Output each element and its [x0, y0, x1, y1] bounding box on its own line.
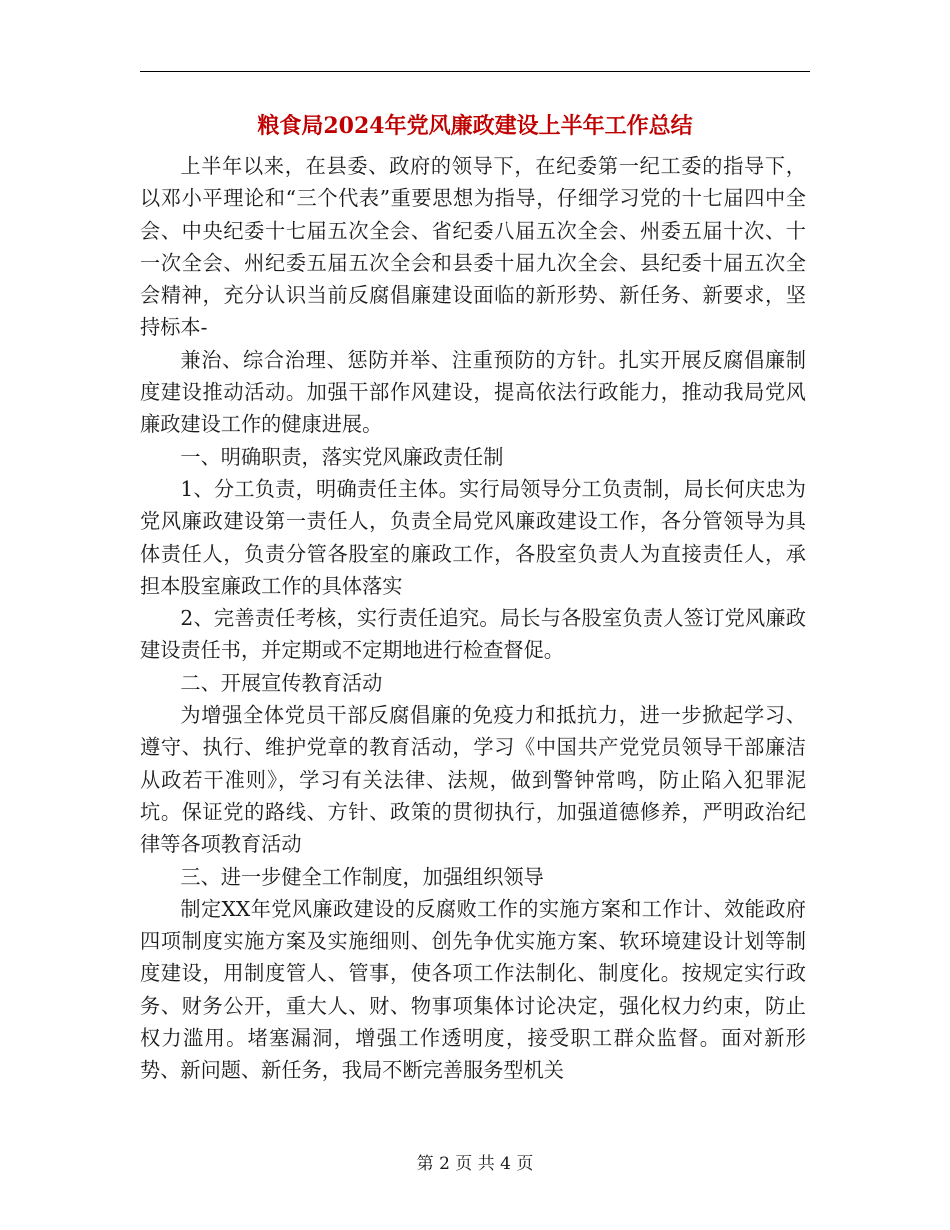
- document-title: 粮食局2024年党风廉政建设上半年工作总结: [257, 113, 693, 139]
- paragraph-intro: 上半年以来，在县委、政府的领导下，在纪委第一纪工委的指导下，以邓小平理论和“三个代表”重要思想为指导，仔细学习党的十七届四中全会、中央纪委十七届五次全会、省纪委八届五次全会、州委五届十次、十一次全会、州纪委五届五次全会和县委十届九次全会、县纪委十届五次全会精神，充分认识当前反腐倡廉建设面临的新形势、新任务、新要求，坚持标本-: [140, 154, 806, 340]
- section-heading-1: 一、明确职责，落实党风廉政责任制: [180, 444, 504, 469]
- section-heading-2: 二、开展宣传教育活动: [180, 670, 383, 695]
- section-heading-3: 三、进一步健全工作制度，加强组织领导: [180, 864, 544, 889]
- paragraph-system: 制定XX年党风廉政建设的反腐败工作的实施方案和工作计、效能政府四项制度实施方案及实施细则、创先争优实施方案、软环境建设计划等制度建设，用制度管人、管事，使各项工作法制化、制度化。按规定实行政务、财务公开，重大人、财、物事项集体讨论决定，强化权力约束，防止权力滥用。堵塞漏洞，增强工作透明度，接受职工群众监督。面对新形势、新问题、新任务，我局不断完善服务型机关: [140, 896, 806, 1083]
- document-body: [140, 150, 806, 1087]
- paragraph-education: 为增强全体党员干部反腐倡廉的免疫力和抵抗力，进一步掀起学习、遵守、执行、维护党章的教育活动，学习《中国共产党党员领导干部廉洁从政若干准则》，学习有关法律、法规，做到警钟常鸣，防止陷入犯罪泥坑。保证党的路线、方针、政策的贯彻执行，加强道德修养，严明政治纪律等各项教育活动: [140, 703, 806, 857]
- paragraph-intro-continued: 兼治、综合治理、惩防并举、注重预防的方针。扎实开展反腐倡廉制度建设推动活动。加强干部作风建设，提高依法行政能力，推动我局党风廉政建设工作的健康进展。: [140, 347, 806, 437]
- header-rule: [140, 71, 810, 72]
- paragraph-responsibility: 1、分工负责，明确责任主体。实行局领导分工负责制，局长何庆忠为党风廉政建设第一责任人，负责全局党风廉政建设工作，各分管领导为具体责任人，负责分管各股室的廉政工作，各股室负责人为直接责任人，承担本股室廉政工作的具体落实: [140, 476, 806, 598]
- paragraph-assessment: 2、完善责任考核，实行责任追究。局长与各股室负责人签订党风廉政建设责任书，并定期或不定期地进行检查督促。: [140, 606, 806, 663]
- page-number-footer: 第 2 页 共 4 页: [416, 1154, 534, 1174]
